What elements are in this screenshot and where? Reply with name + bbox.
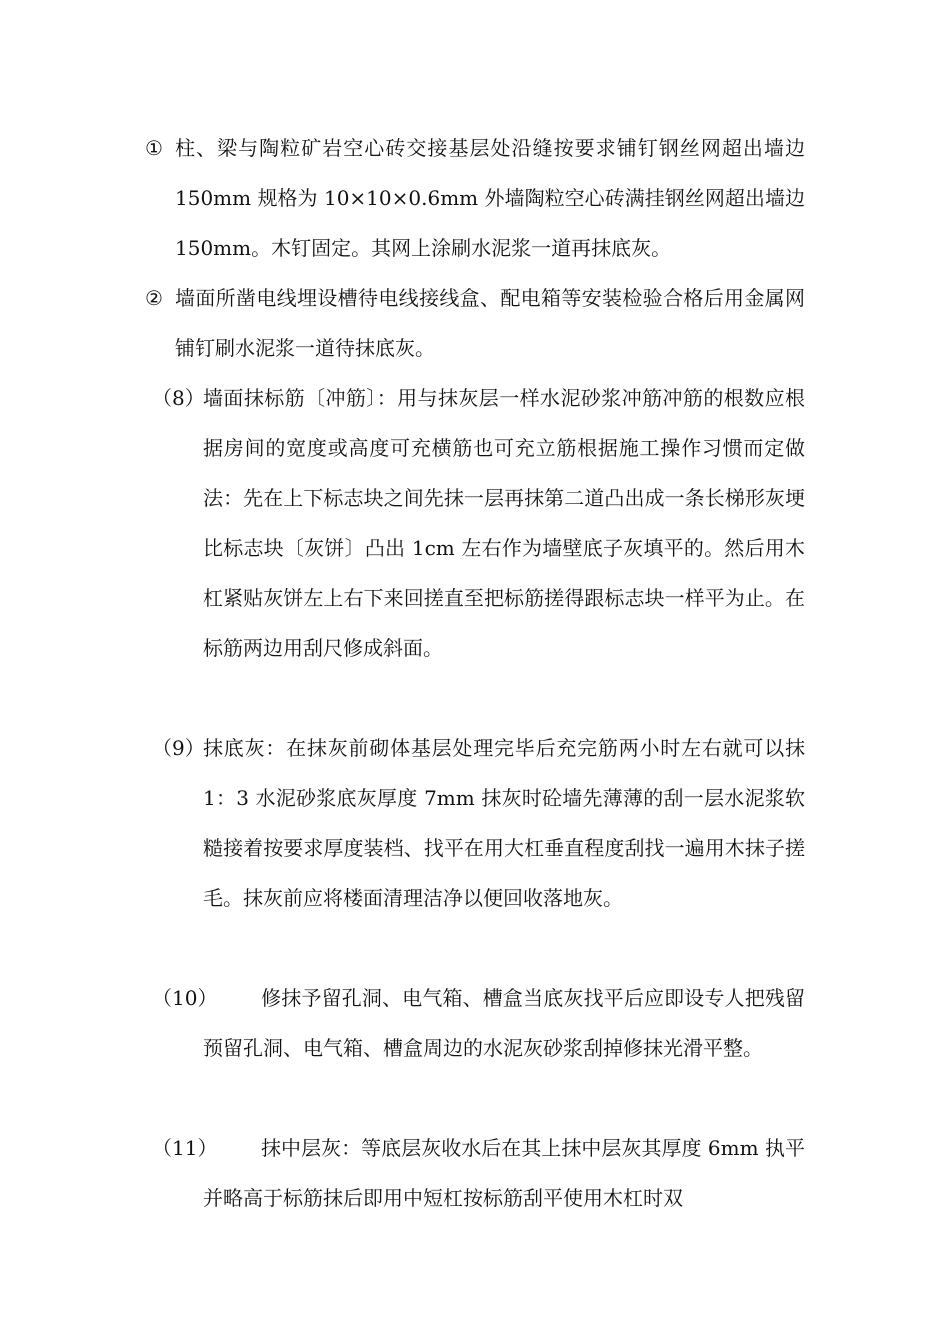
item-text: 抹底灰：在抹灰前砌体基层处理完毕后充完筋两小时左右就可以抹 1：3 水泥砂浆底灰厚度 7mm 抹灰时砼墙先薄薄的刮一层水泥浆软糙接着按要求厚度装档、找平在用大杠垂直程度刮找一遍用木抹子搓毛。抹灰前应将楼面清理洁净以便回收落地灰。 — [203, 736, 805, 910]
item-marker: （8） — [152, 386, 205, 410]
item-text: 墙面抹标筋〔冲筋〕：用与抹灰层一样水泥砂浆冲筋冲筋的根数应根据房间的宽度或高度可充横筋也可充立筋根据施工操作习惯而定做法：先在上下标志块之间先抹一层再抹第二道凸出成一条长梯形灰埂比标志块〔灰饼〕凸出 1cm 左右作为墙壁底子灰填平的。然后用木杠紧贴灰饼左上右下来回搓直至把标筋搓得跟标志块一样平为止。在标筋两边用刮尺修成斜面。 — [203, 386, 805, 660]
list-item-circled-1 — [145, 123, 805, 273]
item-marker: （11） — [152, 1136, 218, 1160]
item-marker: （9） — [152, 736, 205, 760]
list-item-11 — [152, 1123, 805, 1223]
list-item-8 — [152, 373, 805, 673]
item-text: 抹中层灰：等底层灰收水后在其上抹中层灰其厚度 6mm 执平并略高于标筋抹后即用中短杠按标筋刮平使用木杠时双 — [203, 1136, 805, 1210]
item-marker: ① — [145, 136, 163, 160]
item-text: 柱、梁与陶粒矿岩空心砖交接基层处沿缝按要求铺钉钢丝网超出墙边 150mm 规格为 10×10×0.6mm 外墙陶粒空心砖满挂钢丝网超出墙边 150mm。木钉固定。其网上涂刷水泥浆一道再抹底灰。 — [175, 136, 805, 260]
list-item-10 — [152, 973, 805, 1073]
item-text: 修抹予留孔洞、电气箱、槽盒当底灰找平后应即设专人把残留预留孔洞、电气箱、槽盒周边的水泥灰砂浆刮掉修抹光滑平整。 — [203, 986, 805, 1060]
item-text-wrap — [203, 1123, 805, 1223]
item-text-wrap — [203, 973, 805, 1073]
item-marker: （10） — [152, 986, 218, 1010]
list-item-9 — [152, 723, 805, 923]
item-marker: ② — [145, 286, 163, 310]
list-item-circled-2 — [145, 273, 805, 373]
item-text: 墙面所凿电线埋设槽待电线接线盒、配电箱等安装检验合格后用金属网铺钉刷水泥浆一道待抹底灰。 — [175, 286, 805, 360]
